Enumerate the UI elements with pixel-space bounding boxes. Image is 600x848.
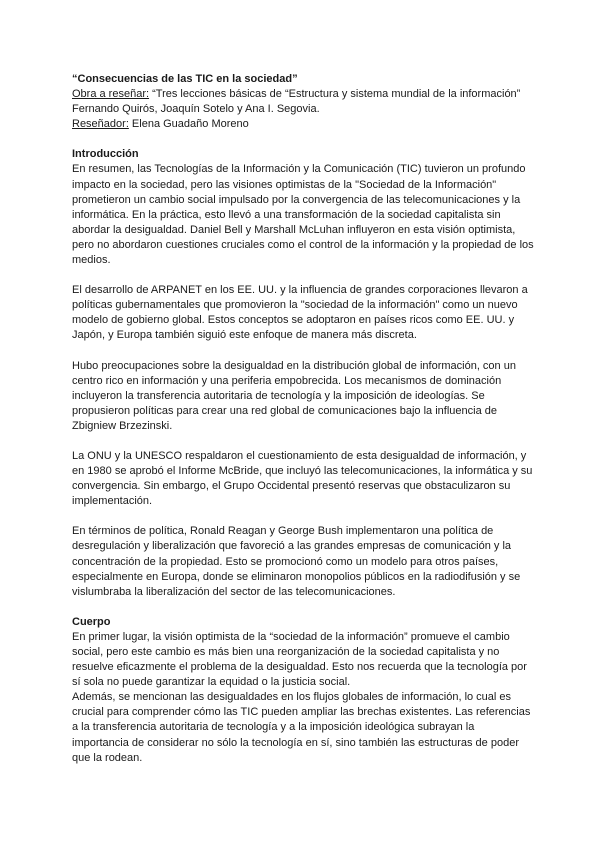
reviewer-name: Elena Guadaño Moreno	[128, 118, 249, 131]
review-work: “Tres lecciones básicas de “Estructura y sistema mundial de la información”	[149, 88, 521, 101]
document-page	[72, 72, 534, 766]
body-paragraph-2: Además, se mencionan las desigualdades en los flujos globales de información, lo cual es crucial para comprender cómo las TIC pueden ampliar las brechas existentes. Las referencias a la transferencia autoritaria de tecnología y a la imposición ideológica subrayan la importancia de considerar no sólo la tecnología en sí, sino también las estructuras de poder que la rodean.	[72, 691, 531, 764]
body-paragraph-1: En primer lugar, la visión optimista de la “sociedad de la información” promueve el cambio social, pero este cambio es más bien una reorganización de la sociedad capitalista y no resuelve eficazmente el problema de la desigualdad. Esto nos recuerda que la tecnología por sí sola no puede garantizar la equidad o la justicia social.	[72, 630, 527, 689]
review-label: Obra a reseñar:	[72, 88, 150, 101]
intro-paragraph-3: Hubo preocupaciones sobre la desigualdad en la distribución global de información, con un centro rico en información y una periferia empobrecida. Los mecanismos de dominación incluyeron la transferencia autoritaria de tecnología y la imposición de ideologías. Se propusieron políticas para crear una red global de comunicaciones bajo la influencia de Zbigniew Brzezinski.	[72, 359, 516, 432]
intro-paragraph-5: En términos de política, Ronald Reagan y George Bush implementaron una política de desregulación y liberalización que favoreció a las grandes empresas de comunicación y la concentración de la propiedad. Esto se promocionó como un modelo para otros países, especialmente en Europa, donde se eliminaron monopolios públicos en la radiodifusión y se vislumbraba la liberalización del sector de las telecomunicaciones.	[72, 525, 521, 598]
authors-line: Fernando Quirós, Joaquín Sotelo y Ana I. Segovia.	[72, 103, 320, 116]
document-title: “Consecuencias de las TIC en la sociedad”	[72, 73, 298, 85]
intro-paragraph-1: En resumen, las Tecnologías de la Información y la Comunicación (TIC) tuvieron un profundo impacto en la sociedad, pero las visiones optimistas de la "Sociedad de la Información" prometieron un cambio social impulsado por la convergencia de las telecomunicaciones y la informática. En la práctica, esto llevó a una transformación de la sociedad capitalista sin abordar la desigualdad. Daniel Bell y Marshall McLuhan influyeron en esta visión optimista, pero no abordaron cuestiones cruciales como el control de la información y la propiedad de los medios.	[72, 163, 534, 267]
body-heading: Cuerpo	[72, 615, 111, 628]
intro-paragraph-2: El desarrollo de ARPANET en los EE. UU. y la influencia de grandes corporaciones llevaron a políticas gubernamentales que promovieron la "sociedad de la información" como un nuevo modelo de gobierno global. Estos conceptos se adoptaron en países ricos como EE. UU. y Japón, y Europa también siguió este enfoque de manera más discreta.	[72, 284, 528, 342]
intro-paragraph-4: La ONU y la UNESCO respaldaron el cuestionamiento de esta desigualdad de información, y en 1980 se aprobó el Informe McBride, que incluyó las telecomunicaciones, la informática y su convergencia. Sin embargo, el Grupo Occidental presentó reservas que obstaculizaron su implementación.	[72, 449, 533, 508]
reviewer-line	[72, 117, 534, 132]
review-work-line	[72, 87, 534, 102]
reviewer-label: Reseñador:	[72, 118, 129, 131]
intro-heading: Introducción	[72, 148, 139, 161]
